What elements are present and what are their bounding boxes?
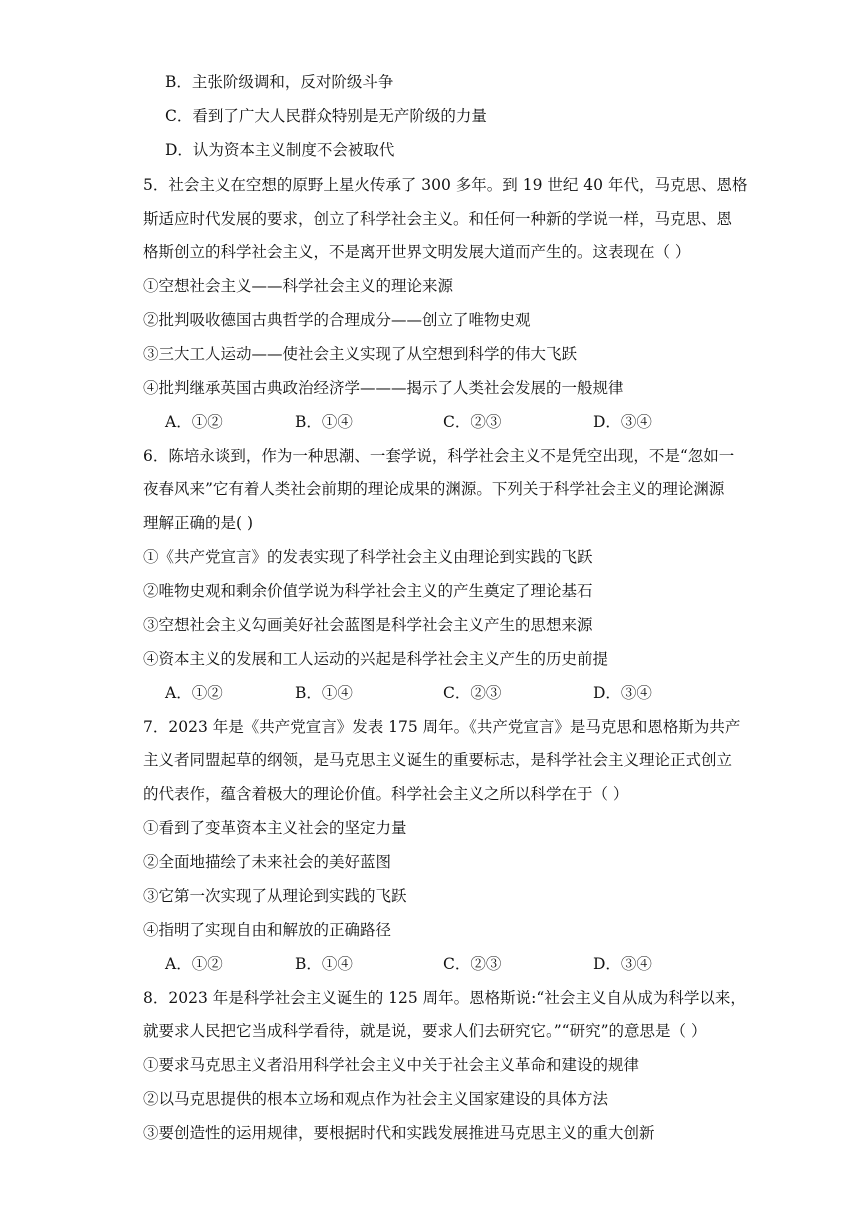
q6-item-1: ①《共产党宣言》的发表实现了科学社会主义由理论到实践的飞跃 bbox=[143, 548, 593, 566]
choice-a: A．①② bbox=[165, 955, 223, 973]
choice-b: B．①④ bbox=[295, 413, 353, 431]
q5-item-3: ③三大工人运动——使社会主义实现了从空想到科学的伟大飞跃 bbox=[143, 345, 578, 363]
q5-choices bbox=[165, 412, 725, 432]
q6-stem-line-1: 6．陈培永谈到，作为一种思潮、一套学说，科学社会主义不是凭空出现，不是“忽如一 bbox=[143, 447, 735, 465]
q6-item-4: ④资本主义的发展和工人运动的兴起是科学社会主义产生的历史前提 bbox=[143, 650, 609, 668]
q7-item-2: ②全面地描绘了未来社会的美好蓝图 bbox=[143, 853, 392, 871]
q6-stem-line-2: 夜春风来”它有着人类社会前期的理论成果的渊源。下列关于科学社会主义的理论渊源 bbox=[143, 480, 725, 498]
choice-c: C．②③ bbox=[443, 413, 502, 431]
q7-choices bbox=[165, 954, 725, 974]
q8-item-1: ①要求马克思主义者沿用科学社会主义中关于社会主义革命和建设的规律 bbox=[143, 1056, 640, 1074]
choice-a: A．①② bbox=[165, 684, 223, 702]
q5-item-4: ④批判继承英国古典政治经济学———揭示了人类社会发展的一般规律 bbox=[143, 379, 624, 397]
choice-a: A．①② bbox=[165, 413, 223, 431]
q6-stem-line-3: 理解正确的是( ) bbox=[143, 514, 254, 532]
q8-item-3: ③要创造性的运用规律，要根据时代和实践发展推进马克思主义的重大创新 bbox=[143, 1124, 655, 1142]
option-d: D．认为资本主义制度不会被取代 bbox=[165, 141, 395, 159]
choice-c: C．②③ bbox=[443, 684, 502, 702]
q5-stem-line-1: 5．社会主义在空想的原野上星火传承了 300 多年。到 19 世纪 40 年代，马克思、恩格 bbox=[143, 176, 748, 194]
q6-item-3: ③空想社会主义勾画美好社会蓝图是科学社会主义产生的思想来源 bbox=[143, 616, 593, 634]
q7-item-4: ④指明了实现自由和解放的正确路径 bbox=[143, 921, 392, 939]
q8-stem-line-2: 就要求人民把它当成科学看待，就是说，要求人们去研究它。”“研究”的意思是（ ） bbox=[143, 1022, 707, 1040]
choice-d: D．③④ bbox=[593, 955, 652, 973]
q7-stem-line-2: 主义者同盟起草的纲领，是马克思主义诞生的重要标志，是科学社会主义理论正式创立 bbox=[143, 751, 733, 769]
choice-d: D．③④ bbox=[593, 413, 652, 431]
q6-item-2: ②唯物史观和剩余价值学说为科学社会主义的产生奠定了理论基石 bbox=[143, 582, 593, 600]
q5-item-1: ①空想社会主义——科学社会主义的理论来源 bbox=[143, 277, 454, 295]
q5-stem-line-3: 格斯创立的科学社会主义，不是离开世界文明发展大道而产生的。这表现在（ ） bbox=[143, 243, 691, 261]
q5-stem-line-2: 斯适应时代发展的要求，创立了科学社会主义。和任何一种新的学说一样，马克思、恩 bbox=[143, 210, 733, 228]
option-c: C．看到了广大人民群众特别是无产阶级的力量 bbox=[165, 107, 487, 125]
choice-b: B．①④ bbox=[295, 955, 353, 973]
q8-stem-line-1: 8．2023 年是科学社会主义诞生的 125 周年。恩格斯说:“社会主义自从成为科学以来， bbox=[143, 989, 746, 1007]
choice-c: C．②③ bbox=[443, 955, 502, 973]
choice-d: D．③④ bbox=[593, 684, 652, 702]
q8-item-2: ②以马克思提供的根本立场和观点作为社会主义国家建设的具体方法 bbox=[143, 1090, 609, 1108]
q7-item-3: ③它第一次实现了从理论到实践的飞跃 bbox=[143, 887, 407, 905]
choice-b: B．①④ bbox=[295, 684, 353, 702]
q5-item-2: ②批判吸收德国古典哲学的合理成分——创立了唯物史观 bbox=[143, 311, 531, 329]
q6-choices bbox=[165, 683, 725, 703]
q7-stem-line-1: 7．2023 年是《共产党宣言》发表 175 周年。《共产党宣言》是马克思和恩格斯为共产 bbox=[143, 718, 741, 736]
q7-stem-line-3: 的代表作，蕴含着极大的理论价值。科学社会主义之所以科学在于（ ） bbox=[143, 785, 629, 803]
option-b: B．主张阶级调和，反对阶级斗争 bbox=[165, 73, 394, 91]
q7-item-1: ①看到了变革资本主义社会的坚定力量 bbox=[143, 819, 407, 837]
